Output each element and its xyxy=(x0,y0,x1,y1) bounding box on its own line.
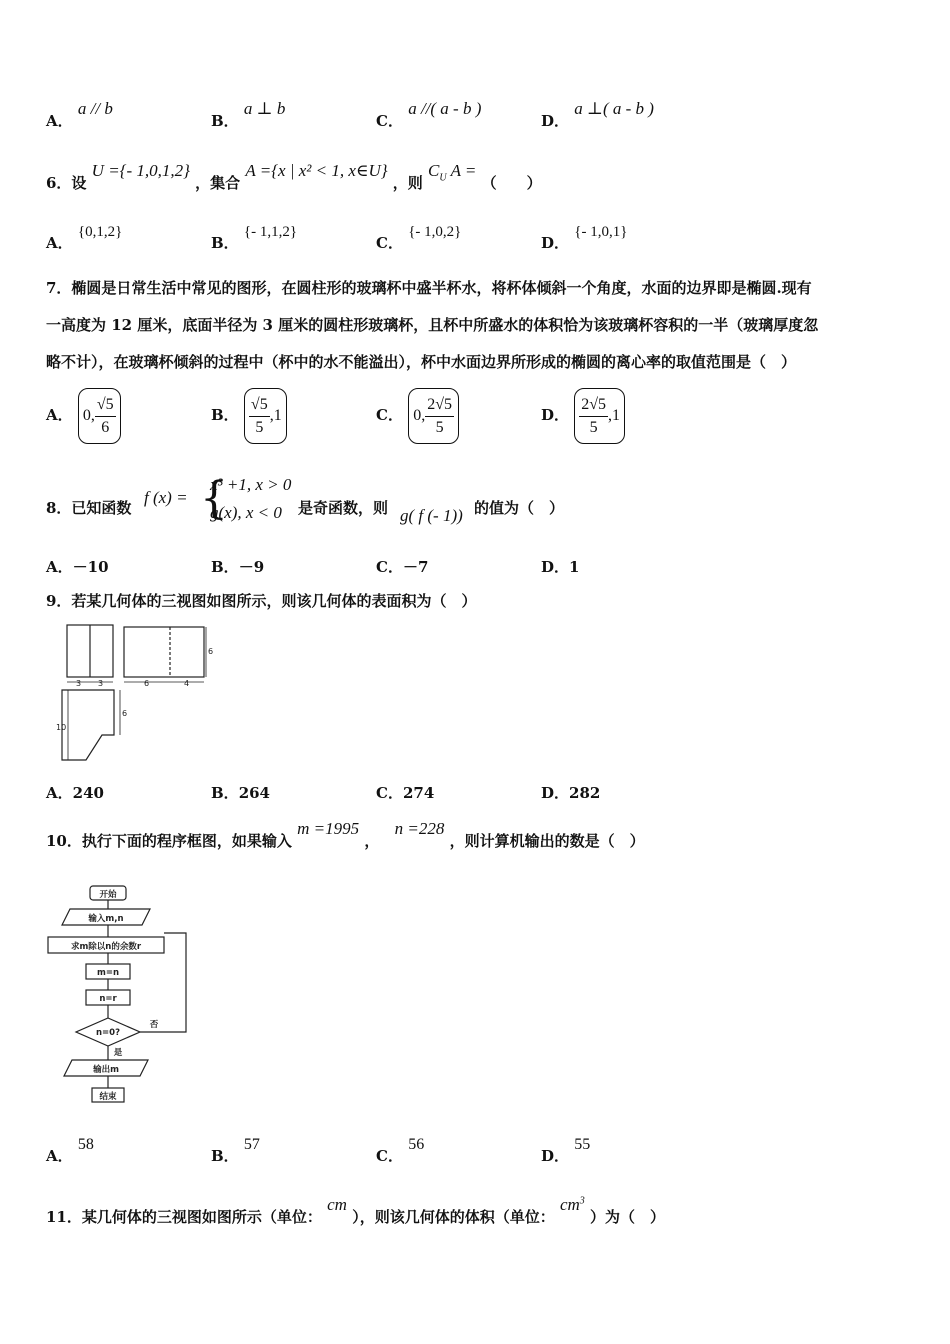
option-label: D． xyxy=(541,112,570,130)
q6-mid: ，集合 xyxy=(195,174,241,192)
q10-n: n =228 xyxy=(394,819,445,838)
option-value: 1 xyxy=(569,558,580,576)
q8-option-b xyxy=(211,556,264,577)
fraction xyxy=(95,394,116,439)
option-expr: a // b xyxy=(77,99,113,118)
option-value: 282 xyxy=(569,784,601,802)
option-label: B． xyxy=(211,558,239,576)
q11-unit2 xyxy=(560,1195,585,1214)
option-label: C． xyxy=(376,558,403,576)
q8-case2: g(x), x < 0 xyxy=(210,503,282,522)
fraction xyxy=(249,394,270,439)
q8-tail: 的值为（ ） xyxy=(474,499,565,517)
q7-option-d xyxy=(541,388,625,444)
q6-stem xyxy=(46,161,542,195)
q9-option-a xyxy=(46,782,104,803)
q10-option-d xyxy=(541,1136,591,1166)
comp-sub: U xyxy=(439,172,447,184)
brace: { xyxy=(200,473,228,524)
option-label: D． xyxy=(541,406,570,424)
q6-then: ，则 xyxy=(392,174,423,192)
option-label: A． xyxy=(46,784,73,802)
q10-option-c xyxy=(376,1136,425,1166)
flow-input-label: 输入m,n xyxy=(88,914,124,924)
option-expr: a ⊥( a - b ) xyxy=(574,99,654,118)
q9-option-d xyxy=(541,782,600,803)
denominator: 5 xyxy=(589,418,598,436)
q11-tail: ）为（ ） xyxy=(590,1208,666,1226)
option-value: {- 1,0,2} xyxy=(408,224,462,240)
q7-option-c xyxy=(376,388,459,444)
option-value: 57 xyxy=(243,1136,260,1153)
q10-sep: ， xyxy=(364,832,380,850)
q6-option-d xyxy=(541,224,628,253)
q11-mid: ），则该几何体的体积（单位： xyxy=(352,1208,555,1226)
option-value: {- 1,1,2} xyxy=(243,224,298,240)
unit-exponent: 3 xyxy=(579,1195,585,1207)
q11-unit1: cm xyxy=(327,1195,347,1214)
dim-label: 3 xyxy=(98,679,104,688)
q11-prefix: 11．某几何体的三视图如图所示（单位： xyxy=(46,1208,322,1226)
fraction xyxy=(579,394,608,439)
option-label: D． xyxy=(541,234,570,252)
dim-label: 6 xyxy=(122,709,128,718)
option-label: C． xyxy=(376,406,403,424)
numerator: √5 xyxy=(249,394,270,417)
interval xyxy=(574,388,625,444)
q7-line: 7．椭圆是日常生活中常见的图形，在圆柱形的玻璃杯中盛半杯水，将杯体倾斜一个角度，水面的边界即是椭圆.现有 xyxy=(46,279,812,297)
q8-case1: x³ +1, x > 0 xyxy=(210,475,292,494)
q8-mid: 是奇函数，则 xyxy=(298,499,389,517)
q9-stem: 9．若某几何体的三视图如图所示，则该几何体的表面积为（ ） xyxy=(46,592,477,610)
q9-option-b xyxy=(211,782,270,803)
option-value: 274 xyxy=(402,784,435,802)
denominator: 5 xyxy=(435,418,444,436)
option-label: D． xyxy=(541,1147,570,1165)
q10-tail: ，则计算机输出的数是（ ） xyxy=(449,832,645,850)
q7-option-b xyxy=(211,388,287,444)
denominator: 6 xyxy=(101,418,110,436)
q5-option-d xyxy=(541,99,654,131)
q10-m: m =1995 xyxy=(297,819,360,838)
comp-symbol: C xyxy=(428,161,440,180)
dim-label: 6 xyxy=(144,679,150,688)
q6-u-set: U ={- 1,0,1,2} xyxy=(91,161,190,180)
option-label: C． xyxy=(376,1147,403,1165)
flow-start-label: 开始 xyxy=(99,890,117,900)
q10-prefix: 10．执行下面的程序框图，如果输入 xyxy=(46,832,292,850)
option-label: A． xyxy=(46,406,73,424)
option-label: B． xyxy=(211,406,239,424)
option-expr: a ⊥ b xyxy=(243,99,286,118)
q8-prefix: 8．已知函数 xyxy=(46,499,132,517)
option-label: C． xyxy=(376,112,403,130)
option-value: {- 1,0,1} xyxy=(574,224,628,240)
interval xyxy=(78,388,121,444)
option-value: {0,1,2} xyxy=(77,224,123,240)
dim-label: 10 xyxy=(56,723,67,732)
option-value: 264 xyxy=(238,784,270,802)
q6-prefix: 6．设 xyxy=(46,174,87,192)
side-view xyxy=(124,627,204,677)
q7-line: 一高度为 12 厘米，底面半径为 3 厘米的圆柱形玻璃杯，且杯中所盛水的体积恰为该玻璃杯容积的一半（玻璃厚度忽 xyxy=(46,316,819,334)
option-label: C． xyxy=(376,234,403,252)
interval xyxy=(408,388,459,444)
numerator: 2√5 xyxy=(579,394,608,417)
option-value: －9 xyxy=(238,558,265,576)
flow-rem-label: 求m除以n的余数r xyxy=(70,942,142,952)
unit-text: cm xyxy=(559,1195,580,1214)
q8-option-a xyxy=(46,556,109,577)
option-value: 58 xyxy=(77,1136,94,1153)
interval-right: ,1 xyxy=(269,407,282,424)
q6-a-set: A ={x | x² < 1, x∈U} xyxy=(245,161,388,180)
q5-option-a xyxy=(46,99,113,131)
q7-stem xyxy=(46,270,906,381)
option-label: B． xyxy=(211,234,239,252)
option-label: B． xyxy=(211,784,239,802)
interval-left: 0, xyxy=(82,407,95,424)
interval xyxy=(244,388,287,444)
dim-label: 4 xyxy=(184,679,190,688)
flow-yes-label: 是 xyxy=(113,1048,123,1058)
q6-option-c xyxy=(376,224,462,253)
interval-left: 0, xyxy=(413,407,426,424)
q6-option-a xyxy=(46,224,123,253)
flow-condition-label: n=0? xyxy=(95,1028,121,1038)
q10-stem xyxy=(46,819,645,851)
option-expr: a //( a - b ) xyxy=(408,99,482,118)
q7-line: 略不计），在玻璃杯倾斜的过程中（杯中的水不能溢出），杯中水面边界所形成的椭圆的离心率的取值范围是（ ） xyxy=(46,353,797,371)
option-value: －10 xyxy=(72,558,109,576)
flow-no-label: 否 xyxy=(149,1020,159,1030)
q6-option-b xyxy=(211,224,298,253)
q9-option-c xyxy=(376,782,434,803)
dim-label: 3 xyxy=(76,679,82,688)
flow-output-label: 输出m xyxy=(93,1065,119,1075)
option-label: A． xyxy=(46,112,73,130)
option-label: A． xyxy=(46,1147,73,1165)
option-label: D． xyxy=(541,558,570,576)
option-value: 55 xyxy=(574,1136,591,1153)
comp-tail: A = xyxy=(450,161,477,180)
option-label: D． xyxy=(541,784,570,802)
three-view-figure xyxy=(52,620,222,770)
q11-stem xyxy=(46,1195,666,1227)
q10-option-a xyxy=(46,1136,94,1166)
q8-option-d xyxy=(541,556,579,577)
denominator: 5 xyxy=(255,418,264,436)
option-value: －7 xyxy=(402,558,429,576)
numerator: √5 xyxy=(95,394,116,417)
q8-option-c xyxy=(376,556,428,577)
flow-end-label: 结束 xyxy=(99,1092,117,1102)
option-label: B． xyxy=(211,1147,239,1165)
flow-assign2-label: n=r xyxy=(99,994,117,1004)
q5-option-b xyxy=(211,99,286,131)
interval-right: ,1 xyxy=(608,407,621,424)
flow-loop-back xyxy=(140,933,186,1032)
q8-expr: g( f (- 1)) xyxy=(400,506,463,525)
option-value: 240 xyxy=(72,784,104,802)
option-label: A． xyxy=(46,558,73,576)
flowchart xyxy=(40,880,200,1110)
dim-label: 6 xyxy=(208,647,214,656)
flow-assign1-label: m=n xyxy=(96,968,120,978)
q6-complement xyxy=(428,161,477,184)
option-label: C． xyxy=(376,784,403,802)
q7-option-a xyxy=(46,388,121,444)
numerator: 2√5 xyxy=(425,394,454,417)
q6-paren: （ ） xyxy=(481,174,542,192)
fraction xyxy=(425,394,454,439)
q8-function: f (x) = xyxy=(144,488,188,507)
q10-option-b xyxy=(211,1136,260,1166)
option-label: A． xyxy=(46,234,73,252)
top-view xyxy=(62,690,114,760)
q5-option-c xyxy=(376,99,482,131)
option-label: B． xyxy=(211,112,239,130)
option-value: 56 xyxy=(408,1136,425,1153)
